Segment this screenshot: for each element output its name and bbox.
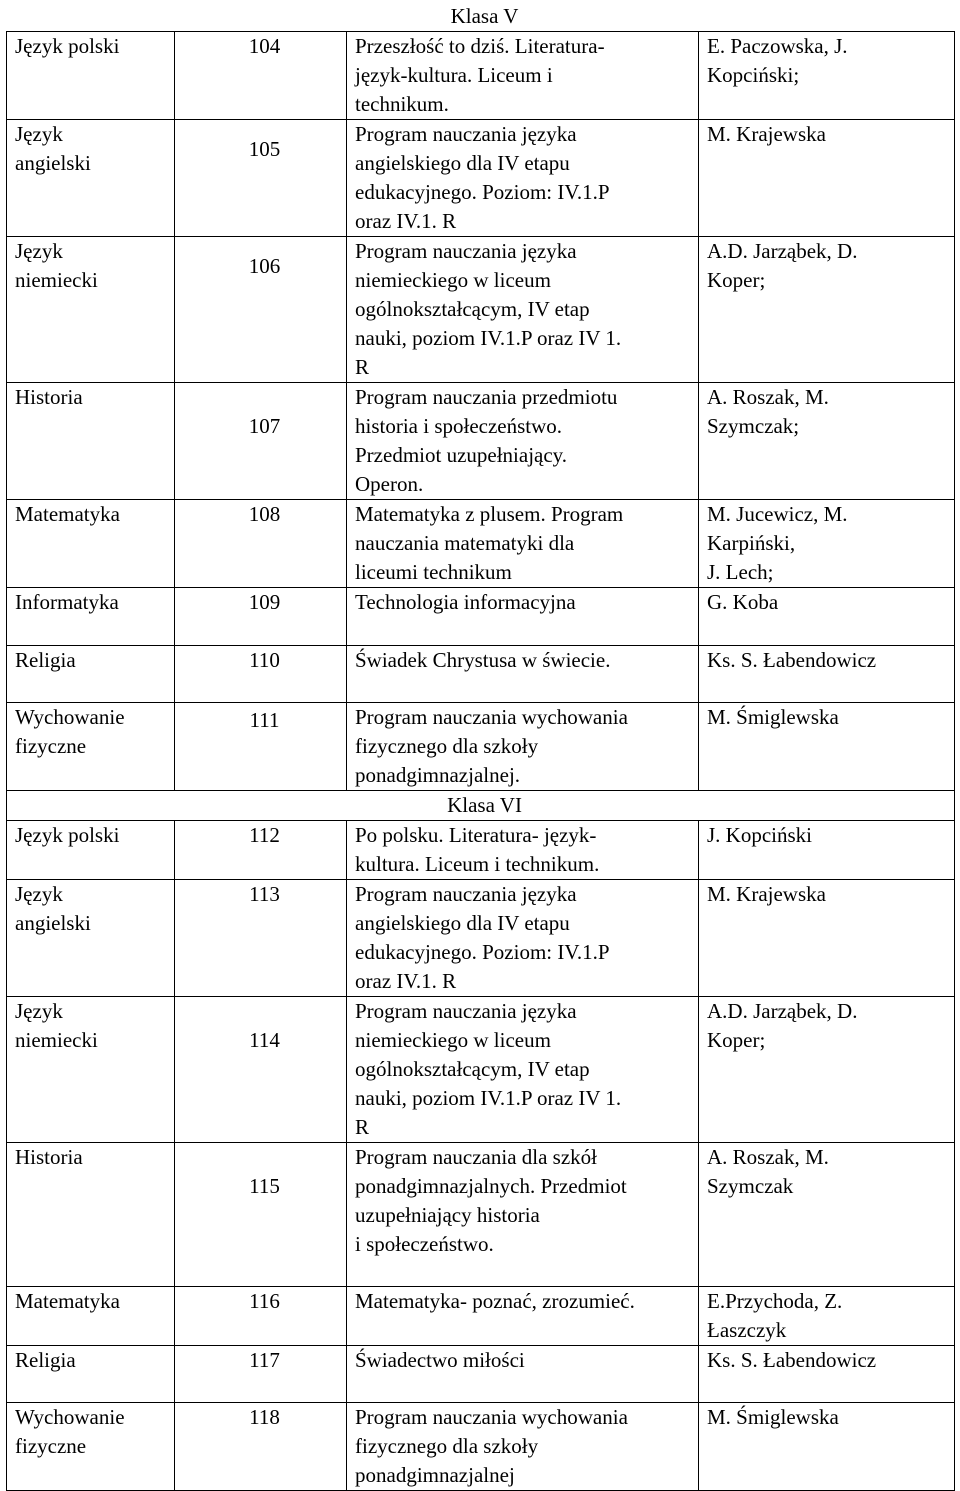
- subject-cell: Język niemiecki: [7, 237, 175, 383]
- program-authors: Ks. S. Łabendowicz: [699, 646, 955, 703]
- program-number: 108: [175, 500, 347, 588]
- program-number: 110: [175, 646, 347, 703]
- subject-cell: Religia: [7, 1346, 175, 1403]
- curriculum-table: [6, 2, 955, 1491]
- program-title: Program nauczania języka niemieckiego w liceum ogólnokształcącym, IV etap nauki, poziom IV.1.P oraz IV 1. R: [347, 997, 699, 1143]
- program-title: Matematyka- poznać, zrozumieć.: [347, 1287, 699, 1346]
- program-title: Program nauczania dla szkół ponadgimnazjalnych. Przedmiot uzupełniający historia i społeczeństwo.: [347, 1143, 699, 1287]
- program-authors: E. Paczowska, J. Kopciński;: [699, 32, 955, 120]
- program-authors: M. Jucewicz, M. Karpiński, J. Lech;: [699, 500, 955, 588]
- program-authors: G. Koba: [699, 588, 955, 646]
- subject-cell: Język niemiecki: [7, 997, 175, 1143]
- program-authors: A. Roszak, M. Szymczak;: [699, 383, 955, 500]
- class-heading: Klasa VI: [7, 791, 955, 821]
- program-number: 118: [175, 1403, 347, 1491]
- table-row: [7, 120, 955, 237]
- subject-cell: Wychowanie fizyczne: [7, 1403, 175, 1491]
- table-row: [7, 1346, 955, 1403]
- program-authors: M. Krajewska: [699, 880, 955, 997]
- program-number: 106: [175, 237, 347, 383]
- program-title: Matematyka z plusem. Program nauczania matematyki dla liceumi technikum: [347, 500, 699, 588]
- table-row: [7, 821, 955, 880]
- program-authors: Ks. S. Łabendowicz: [699, 1346, 955, 1403]
- program-title: Program nauczania wychowania fizycznego dla szkoły ponadgimnazjalnej: [347, 1403, 699, 1491]
- subject-cell: Wychowanie fizyczne: [7, 703, 175, 791]
- program-number: 117: [175, 1346, 347, 1403]
- subject-cell: Język angielski: [7, 120, 175, 237]
- program-number: 111: [175, 703, 347, 791]
- subject-cell: Historia: [7, 1143, 175, 1287]
- program-title: Świadek Chrystusa w świecie.: [347, 646, 699, 703]
- program-title: Program nauczania wychowania fizycznego dla szkoły ponadgimnazjalnej.: [347, 703, 699, 791]
- subject-cell: Religia: [7, 646, 175, 703]
- program-number: 113: [175, 880, 347, 997]
- table-row: [7, 1403, 955, 1491]
- program-authors: A.D. Jarząbek, D. Koper;: [699, 997, 955, 1143]
- program-title: Program nauczania języka angielskiego dla IV etapu edukacyjnego. Poziom: IV.1.P oraz IV.1. R: [347, 120, 699, 237]
- program-number: 109: [175, 588, 347, 646]
- subject-cell: Historia: [7, 383, 175, 500]
- table-row: [7, 1143, 955, 1287]
- program-title: Po polsku. Literatura- język- kultura. Liceum i technikum.: [347, 821, 699, 880]
- subject-cell: Język angielski: [7, 880, 175, 997]
- subject-cell: Język polski: [7, 821, 175, 880]
- subject-cell: Język polski: [7, 32, 175, 120]
- subject-cell: Matematyka: [7, 1287, 175, 1346]
- table-row: [7, 588, 955, 646]
- program-number: 104: [175, 32, 347, 120]
- table-row: [7, 32, 955, 120]
- class-heading: Klasa V: [7, 2, 955, 32]
- program-number: 107: [175, 383, 347, 500]
- program-title: Przeszłość to dziś. Literatura- język-kultura. Liceum i technikum.: [347, 32, 699, 120]
- table-row: [7, 997, 955, 1143]
- program-title: Świadectwo miłości: [347, 1346, 699, 1403]
- table-row: [7, 1287, 955, 1346]
- program-authors: J. Kopciński: [699, 821, 955, 880]
- program-title: Program nauczania przedmiotu historia i społeczeństwo. Przedmiot uzupełniający. Operon.: [347, 383, 699, 500]
- program-title: Program nauczania języka angielskiego dla IV etapu edukacyjnego. Poziom: IV.1.P oraz IV.1. R: [347, 880, 699, 997]
- program-number: 115: [175, 1143, 347, 1287]
- table-row: [7, 237, 955, 383]
- table-row: [7, 383, 955, 500]
- program-authors: A. Roszak, M. Szymczak: [699, 1143, 955, 1287]
- program-authors: M. Śmiglewska: [699, 1403, 955, 1491]
- program-authors: E.Przychoda, Z. Łaszczyk: [699, 1287, 955, 1346]
- program-number: 112: [175, 821, 347, 880]
- program-number: 105: [175, 120, 347, 237]
- subject-cell: Informatyka: [7, 588, 175, 646]
- table-row: [7, 880, 955, 997]
- program-title: Technologia informacyjna: [347, 588, 699, 646]
- class-heading-row: [7, 791, 955, 821]
- class-heading-row: [7, 2, 955, 32]
- table-row: [7, 646, 955, 703]
- program-authors: M. Śmiglewska: [699, 703, 955, 791]
- program-authors: A.D. Jarząbek, D. Koper;: [699, 237, 955, 383]
- subject-cell: Matematyka: [7, 500, 175, 588]
- program-number: 116: [175, 1287, 347, 1346]
- program-title: Program nauczania języka niemieckiego w liceum ogólnokształcącym, IV etap nauki, poziom IV.1.P oraz IV 1. R: [347, 237, 699, 383]
- program-number: 114: [175, 997, 347, 1143]
- program-authors: M. Krajewska: [699, 120, 955, 237]
- table-row: [7, 500, 955, 588]
- table-row: [7, 703, 955, 791]
